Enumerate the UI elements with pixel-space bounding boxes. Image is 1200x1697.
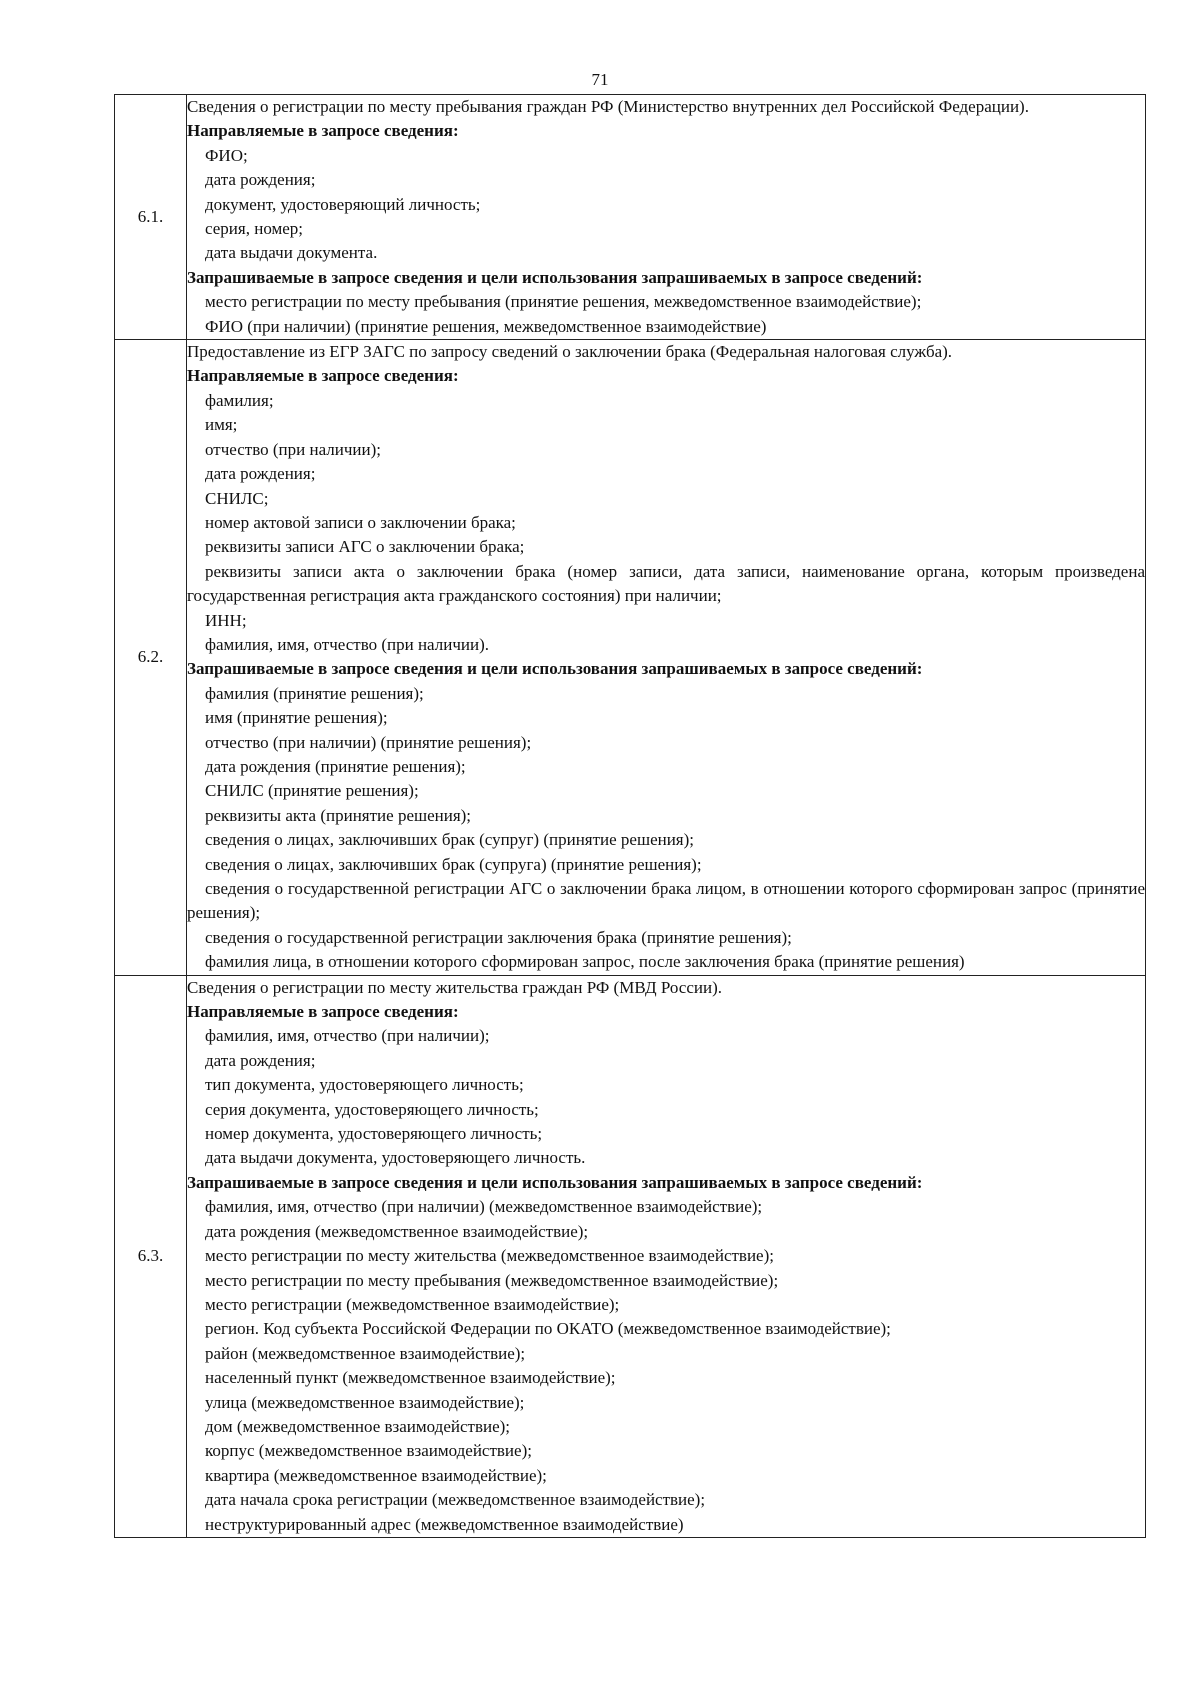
row-content [187,95,1146,340]
list-item: дата начала срока регистрации (межведомственное взаимодействие); [205,1490,706,1510]
list-item: серия, номер; [205,219,304,239]
list-item: серия документа, удостоверяющего личность; [205,1099,539,1119]
list-item: дата рождения (межведомственное взаимодействие); [205,1221,589,1241]
list-item: дата рождения; [205,464,316,484]
list-item: населенный пункт (межведомственное взаимодействие); [205,1368,616,1388]
section-heading: Запрашиваемые в запросе сведения и цели использования запрашиваемых в запросе сведений: [187,267,923,287]
section-heading: Запрашиваемые в запросе сведения и цели использования запрашиваемых в запросе сведений: [187,1172,923,1192]
list-item: фамилия лица, в отношении которого сформирован запрос, после заключения брака (принятие решения) [205,952,965,972]
list-item: дата рождения (принятие решения); [205,756,466,776]
list-item: номер актовой записи о заключении брака; [205,512,516,532]
list-item: район (межведомственное взаимодействие); [205,1343,526,1363]
list-item: дата выдачи документа, удостоверяющего личность. [205,1148,586,1168]
list-item: СНИЛС; [205,488,269,508]
list-item: фамилия, имя, отчество (при наличии) (межведомственное взаимодействие); [205,1197,763,1217]
row-content [187,975,1146,1537]
list-item: сведения о лицах, заключивших брак (супруг) (принятие решения); [205,830,695,850]
table-row [115,340,1146,976]
list-item: дата рождения; [205,170,316,190]
data-table [114,94,1146,1538]
page-number: 71 [591,70,609,89]
row-description: Сведения о регистрации по месту пребывания граждан РФ (Министерство внутренних дел Российской Федерации). [187,97,1029,116]
list-item: место регистрации (межведомственное взаимодействие); [205,1294,620,1314]
table-row [115,975,1146,1537]
list-item: тип документа, удостоверяющего личность; [205,1075,524,1095]
list-item: фамилия; [205,390,274,410]
list-item: номер документа, удостоверяющего личность; [205,1124,543,1144]
list-item: фамилия, имя, отчество (при наличии); [205,1026,490,1046]
list-item: улица (межведомственное взаимодействие); [205,1392,525,1412]
list-item: дата выдачи документа. [205,243,378,263]
list-item: сведения о государственной регистрации АГС о заключении брака лицом, в отношении которого сформирован запрос (принятие решения); [187,879,1145,923]
list-item: документ, удостоверяющий личность; [205,194,481,214]
list-item: сведения о лицах, заключивших брак (супруга) (принятие решения); [205,854,702,874]
section-heading: Запрашиваемые в запросе сведения и цели использования запрашиваемых в запросе сведений: [187,659,923,679]
section-heading: Направляемые в запросе сведения: [187,1002,459,1022]
list-item: ФИО (при наличии) (принятие решения, межведомственное взаимодействие) [205,316,767,336]
row-number: 6.2. [115,340,187,976]
list-item: ИНН; [205,610,247,630]
list-item: неструктурированный адрес (межведомственное взаимодействие) [205,1514,684,1534]
list-item: дата рождения; [205,1050,316,1070]
row-description: Сведения о регистрации по месту жительства граждан РФ (МВД России). [187,977,723,997]
list-item: место регистрации по месту пребывания (межведомственное взаимодействие); [205,1270,779,1290]
list-item: имя (принятие решения); [205,708,388,728]
list-item: реквизиты акта (принятие решения); [205,805,472,825]
list-item: отчество (при наличии); [205,439,381,459]
list-item: реквизиты записи АГС о заключении брака; [205,537,525,557]
list-item: сведения о государственной регистрации заключения брака (принятие решения); [205,927,792,947]
list-item: место регистрации по месту пребывания (принятие решения, межведомственное взаимодействие); [205,292,922,312]
list-item: квартира (межведомственное взаимодействие); [205,1465,547,1485]
row-number: 6.1. [115,95,187,340]
list-item: отчество (при наличии) (принятие решения); [205,732,532,752]
row-description: Предоставление из ЕГР ЗАГС по запросу сведений о заключении брака (Федеральная налоговая служба). [187,342,953,362]
list-item: дом (межведомственное взаимодействие); [205,1416,510,1436]
list-item: реквизиты записи акта о заключении брака (номер записи, дата записи, наименование органа, которым произведена государственная регистрация акта гражданского состояния) при наличии; [187,561,1145,606]
list-item: корпус (межведомственное взаимодействие); [205,1441,532,1461]
list-item: имя; [205,415,238,435]
section-heading: Направляемые в запросе сведения: [187,366,459,386]
list-item: СНИЛС (принятие решения); [205,781,419,801]
section-heading: Направляемые в запросе сведения: [187,121,459,141]
list-item: регион. Код субъекта Российской Федерации по ОКАТО (межведомственное взаимодействие); [205,1319,891,1339]
list-item: ФИО; [205,145,248,165]
list-item: место регистрации по месту жительства (межведомственное взаимодействие); [205,1246,774,1266]
row-number: 6.3. [115,975,187,1537]
list-item: фамилия, имя, отчество (при наличии). [205,634,489,654]
list-item: фамилия (принятие решения); [205,683,424,703]
table-row [115,95,1146,340]
row-content [187,340,1146,976]
